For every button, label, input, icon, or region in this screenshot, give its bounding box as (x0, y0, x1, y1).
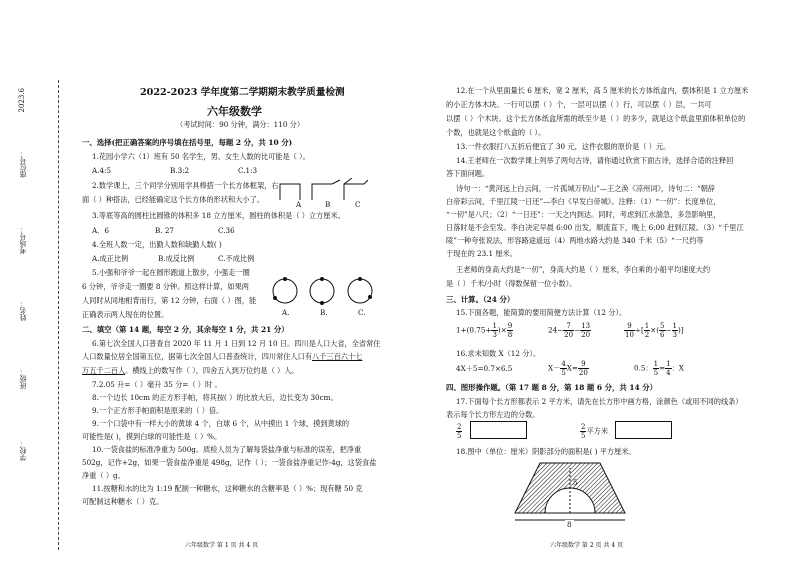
q1-option-a: A.4:5 (92, 166, 112, 175)
poem-line-6: 于现在的 23.1 厘米。 (446, 249, 517, 258)
q18-figure (505, 458, 635, 528)
poem-line-5: 陵”一种夸张说法，形容路途遥远（4）两地水路大约是 340 千米（5）“一尺约等 (446, 236, 704, 245)
q10-text-c: 净重（ ）g。 (82, 471, 125, 480)
q17-text-a: 17.下面每个长方形都表示 2 平方米，请先在长方形中画方格，涂颜色（或用不同的线条） (456, 397, 743, 406)
poem-line-2: 白帝彩云间，千里江陵一日还”—李白《早发白帝城》。注释：（1）“一仞”：长度单位， (446, 197, 721, 206)
q4-text: 4.全班人数一定，出勤人数和缺勤人数( ) (92, 240, 222, 249)
q7-text: 7.2.05 升=（ ）毫升 35 分=（ ）时 。 (92, 380, 222, 389)
q18-label-height: 5 (573, 478, 578, 487)
section2-heading: 二、填空（第 14 题，每空 2 分，其余每空 1 分，共 21 分） (82, 325, 289, 334)
q5-text-d: 正确表示两人现在的位置。 (82, 310, 169, 319)
page-footer-right: 六年级数学 第 2 页 共 4 页 (550, 542, 624, 549)
q6-text-c: 万五千二百人。横线上的数写作（ ），四舍五入到万位约是（ ）人。 (82, 366, 299, 375)
q5-text-b: 6 分钟，爷爷走一圈要 8 分钟。照这样计算，如果两 (82, 282, 249, 291)
q2-text-b: 面（ ）种搭法，已经能确定这个长方体的形状和大小了。 (82, 195, 264, 204)
exam-time: （考试时间：90 分钟，满分：110 分） (176, 120, 305, 129)
q16-text: 16.求未知数 X（12 分）。 (456, 349, 541, 358)
q12-text-b: 的小正方体木块。一行可以摆（ ）个，一层可以摆（ ）行，可以摆（ ）层，一共可 (446, 100, 712, 109)
q1-text: 1.花园小学六（1）班有 50 名学生，男、女生人数的比可能是（ ）。 (92, 152, 310, 161)
equation-1: 4X＋5=0.7×6.5 (456, 364, 513, 373)
q2-label-c: C (355, 200, 361, 209)
q5-label-a: A. (282, 308, 290, 317)
calc-expression-2: 24− $\frac{7}{20}$ − $\frac{13}{20}$ (548, 322, 591, 339)
exam-title: 2022-2023 学年度第二学期期末教学质量检测 (140, 87, 345, 98)
page-footer-left: 六年级数学 第 1 页 共 4 页 (185, 542, 259, 549)
q15-text: 15.下面各题，能简算的要用简便方法计算（12 分）。 (456, 308, 627, 317)
poem-line-3: “一仞”是八尺；（2）“一日还”：一天之内到达。同时，考虑到江水湍急，多急影响里， (446, 210, 721, 219)
q10-text-b: 502g，记作+2g，如果一袋食盐净重是 498g，记作（ ）；一袋食盐净重记作-4g，这袋食盐 (82, 458, 377, 467)
seat-number-label: 座位号： (19, 150, 27, 178)
q11-text-b: 可配制这种糖水（ ）克。 (82, 497, 164, 506)
q1-option-c: C.1:3 (238, 166, 258, 175)
q14-text-c: 王老师的身高大约是“一仞”，身高大约是（ ）厘米，李白乘的小船平均速度大约 (456, 265, 711, 274)
class-label: 班级： (19, 368, 27, 389)
q14-text-a: 14.王老师在一次数学课上列举了两句古诗，请你通过欣赏下面古诗，选择合适的注释回 (456, 156, 734, 165)
q5-text-a: 5.小强和爷爷一起在圆形跑道上散步，小强走一圈 (92, 268, 250, 277)
section1-heading: 一、选择(把正确答案的序号填在括号里，每题 2 分，共 10 分) (82, 138, 293, 147)
q12-text-d: 个数，也就是这个纸盒的（ ）。 (446, 128, 546, 137)
q5-label-b: B. (320, 308, 328, 317)
exam-room-label: 考场号： (19, 226, 27, 254)
q3-option-a: A．6 (92, 226, 109, 235)
q6-text-a: 6.第七次全国人口普查自 2020 年 11 月 1 日到 12 月 10 日。四川是人口大省，全省常住 (92, 339, 381, 348)
q17-fraction-2: $\frac{2}{5}$ 平方米 (581, 423, 609, 440)
name-label: 姓名： (19, 300, 27, 321)
section4-heading: 四、图形操作题。（第 17 题 8 分，第 18 题 6 分，共 14 分） (446, 383, 657, 392)
calc-expression-3: $\frac{9}{10}$ ÷[ $\frac{1}{2}$ ×( $\frac{5}{6}$ − $\frac{1}{3}$ )] (625, 322, 684, 339)
q3-option-c: C.36 (218, 226, 235, 235)
q14-text-d: 是（ ）千米/小时（得数保留一位小数）。 (446, 279, 577, 288)
q5-text-c: 人同时从同地相背而行，第 12 分钟，右面（ ）图，能 (82, 296, 257, 305)
q2-label-a: A (296, 200, 302, 209)
q8-text-b: 9.一个正方形手帕面积是原来的（ ）倍。 (92, 406, 224, 415)
q2-text-a: 2.数学课上，三个同学分别用学具棒搭一个长方体框架，右 (92, 181, 279, 190)
q10-text-a: 10.一袋食盐的标准净重为 500g。质检人员为了解每袋盐净重与标准的误差，把净重 (92, 445, 362, 454)
q5-label-c: C. (358, 308, 366, 317)
q14-text-b: 答下面问题。 (446, 169, 490, 178)
equation-2: X－ $\frac{4}{5}$ X= $\frac{9}{20}$ (548, 360, 588, 377)
q1-option-b: B.3:2 (170, 166, 190, 175)
poem-line-4: 日落时是不会至发。李白决定早晨 6:00 出发，顺流直下，晚上 6:00 赶到江陵。（3）“千里江 (446, 223, 744, 232)
q6-text-b: 人口数量位居全国第五位，据第七次全国人口普查统计，四川常住人口有八千三百六十七 (82, 352, 363, 361)
q11-text-a: 11.按糖和水的比为 1:19 配制一种糖水，这种糖水的含糖率是（ ）%；现有糖 50 克 (92, 484, 363, 493)
q18-label-base: 8 (567, 520, 572, 529)
date-label: 2023.6 (18, 88, 26, 113)
q4-option-b: B.成反比例 (158, 254, 195, 263)
q2-label-b: B (325, 200, 331, 209)
q12-text-c: 以摆（ ）个木块。这个长方体纸盒所需的纸至少是（ ）的多少，就是这个纸盒里面体积单位的 (446, 114, 746, 123)
poem-line-1: 诗句一：“黄河远上白云间，一片孤城万仞山”—王之涣《凉州词》，诗句二：“朝辞 (456, 184, 715, 193)
q4-option-c: C.不成比例 (218, 254, 255, 263)
q17-fraction-1: $\frac{2}{5}$ (457, 423, 462, 440)
binding-line (58, 80, 59, 550)
q9-text-b: 可能性是( )，摸到白球的可能性是（ ）%。 (82, 432, 222, 441)
school-label: 学校： (19, 440, 27, 461)
q17-rectangle-1[interactable] (470, 421, 527, 439)
q3-option-b: B. 27 (155, 226, 174, 235)
q3-text: 3.等底等高的圆柱比圆锥的体积多 18 立方厘米，圆柱的体积是（ ）立方厘米。 (92, 211, 345, 220)
q5-circles (270, 276, 380, 306)
q18-text: 18.图中（单位：厘米）阴影部分的面积是( ) 平方厘米。 (456, 447, 636, 456)
calc-expression-1: 1+(0.75+ $\frac{1}{3}$ )× $\frac{9}{8}$ (456, 322, 513, 339)
q8-text-a: 8.一个边长 10cm 的正方形手帕，将其按( ）的比放大后，边长变为 30cm。 (92, 393, 338, 402)
q17-text-b: 表示每个长方形左边的分数。 (446, 410, 540, 419)
q17-rectangle-2[interactable] (615, 421, 672, 439)
q13-text: 13.一件衣服打八五折后便宜了 30 元，这件衣服的原价是（ ）元。 (456, 142, 671, 151)
q9-text-a: 9.一个口袋中有一样大小的黄球 4 个，白球 6 个，从中摸出 1 个球，摸到黄球的 (92, 419, 350, 428)
q4-option-a: A.成正比例 (92, 254, 129, 263)
equation-3: 0.5： $\frac{1}{5}$ = $\frac{1}{4}$ ：X (634, 360, 684, 377)
section3-heading: 三、计算。（24 分） (446, 295, 515, 304)
q12-text-a: 12.在一个从里面量长 6 厘米，宽 2 厘米，高 5 厘米的长方体纸盒内，摆体积是 1 立方厘米 (456, 86, 749, 95)
exam-subject: 六年级数学 (207, 105, 262, 118)
